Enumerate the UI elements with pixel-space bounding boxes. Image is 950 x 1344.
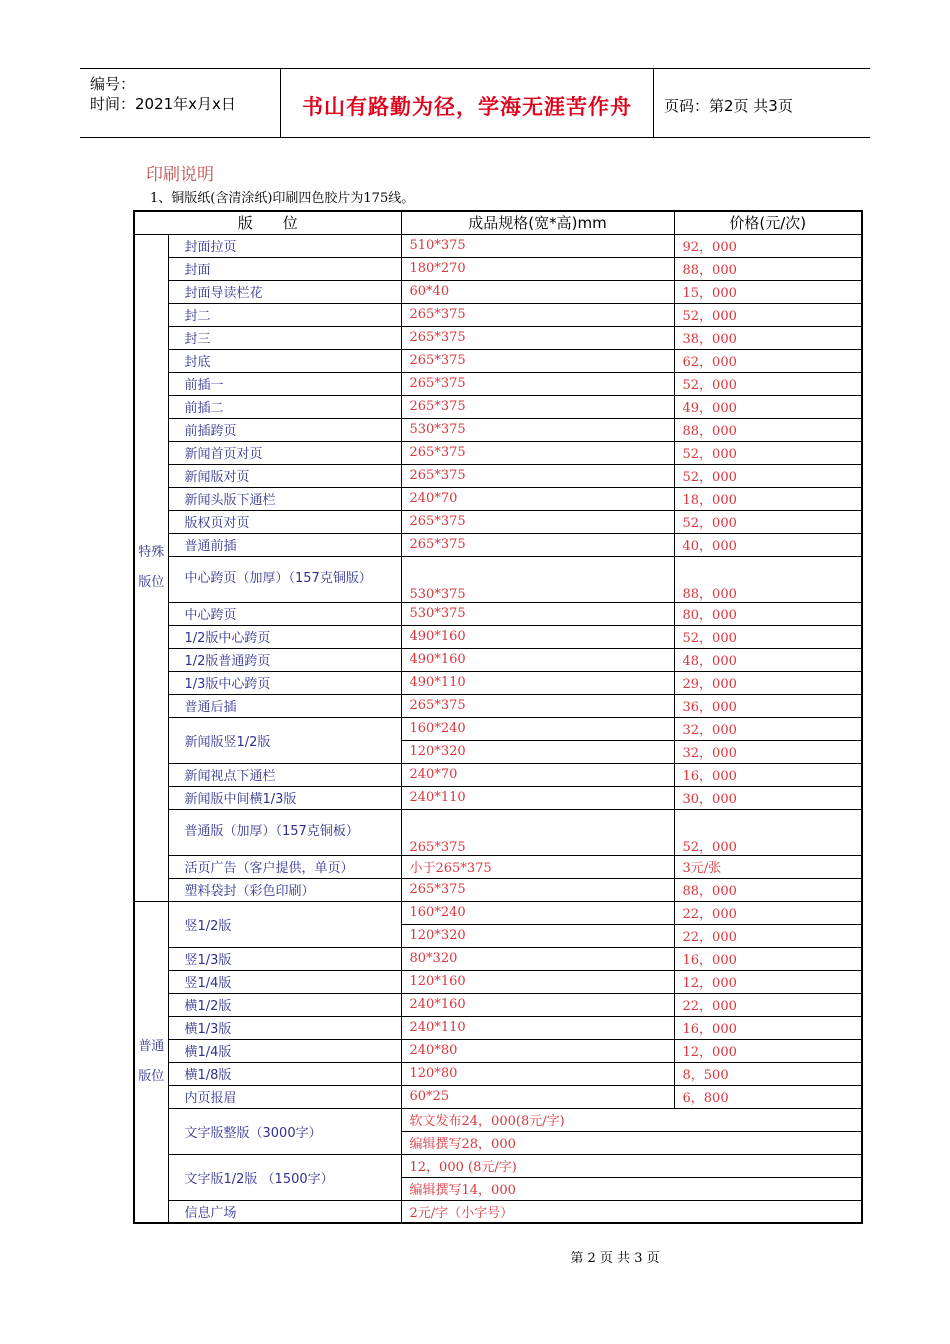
- table-row: [134, 234, 862, 257]
- table-row: [134, 1154, 862, 1177]
- header-motto: 书山有路勤为径，学海无涯苦作舟: [302, 95, 632, 119]
- row-price: 29，000: [674, 671, 862, 694]
- row-price: 32，000: [674, 740, 862, 763]
- table-header-row: [134, 211, 862, 234]
- row-size: 80*320: [401, 947, 674, 970]
- row-position-name: 横1/2版: [168, 993, 401, 1016]
- table-row: [134, 533, 862, 556]
- row-position-name: 前插一: [168, 372, 401, 395]
- table-row: [134, 763, 862, 786]
- row-price: 88，000: [674, 257, 862, 280]
- row-price: 6，800: [674, 1085, 862, 1108]
- row-price: 88，000: [674, 556, 862, 602]
- table-row: [134, 372, 862, 395]
- row-position-name: 封面拉页: [168, 234, 401, 257]
- row-price: 36，000: [674, 694, 862, 717]
- table-row: [134, 947, 862, 970]
- row-price: 8，500: [674, 1062, 862, 1085]
- row-size: 240*160: [401, 993, 674, 1016]
- category-normal: 普通版位: [134, 901, 168, 1223]
- row-position-name: 中心跨页（加厚）（157克铜版）: [168, 556, 401, 602]
- category-special: 特殊版位: [134, 234, 168, 901]
- table-row: [134, 1200, 862, 1223]
- row-price: 38，000: [674, 326, 862, 349]
- row-price: 52，000: [674, 464, 862, 487]
- row-size: 530*375: [401, 418, 674, 441]
- table-row: [134, 901, 862, 924]
- row-price: 62，000: [674, 349, 862, 372]
- table-row: [134, 993, 862, 1016]
- row-size: 510*375: [401, 234, 674, 257]
- row-size: 120*320: [401, 924, 674, 947]
- row-price: 88，000: [674, 418, 862, 441]
- row-size: 240*70: [401, 487, 674, 510]
- header-page-label: 页码：第2页 共3页: [664, 97, 793, 115]
- row-position-name: 前插跨页: [168, 418, 401, 441]
- row-price: 88，000: [674, 878, 862, 901]
- row-size: 240*110: [401, 786, 674, 809]
- row-position-name: 普通版（加厚）（157克铜板）: [168, 809, 401, 855]
- row-price: 30，000: [674, 786, 862, 809]
- row-position-name: 封面: [168, 257, 401, 280]
- row-size: 160*240: [401, 901, 674, 924]
- table-row: [134, 878, 862, 901]
- row-price-note: 编辑撰写28，000: [401, 1131, 862, 1154]
- row-price: 92，000: [674, 234, 862, 257]
- row-price: 16，000: [674, 763, 862, 786]
- row-position-name: 竖1/4版: [168, 970, 401, 993]
- row-position-name: 版权页对页: [168, 510, 401, 533]
- row-size: 60*25: [401, 1085, 674, 1108]
- row-position-name: 文字版整版（3000字）: [168, 1108, 401, 1154]
- row-size: 490*110: [401, 671, 674, 694]
- table-row: [134, 464, 862, 487]
- row-size: 265*375: [401, 533, 674, 556]
- row-position-name: 新闻版竖1/2版: [168, 717, 401, 763]
- table-row: [134, 418, 862, 441]
- row-position-name: 横1/8版: [168, 1062, 401, 1085]
- row-size: 240*80: [401, 1039, 674, 1062]
- table-row: [134, 1085, 862, 1108]
- row-size: 小于265*375: [401, 855, 674, 878]
- table-row: [134, 303, 862, 326]
- row-price-note: 2元/字（小字号）: [401, 1200, 862, 1223]
- row-price: 16，000: [674, 947, 862, 970]
- table-row: [134, 556, 862, 602]
- row-position-name: 塑料袋封（彩色印刷）: [168, 878, 401, 901]
- row-position-name: 新闻版中间横1/3版: [168, 786, 401, 809]
- table-row: [134, 441, 862, 464]
- table-row: [134, 487, 862, 510]
- table-row: [134, 855, 862, 878]
- doc-number-label: 编号：: [90, 75, 136, 93]
- table-row: [134, 786, 862, 809]
- row-position-name: 新闻版对页: [168, 464, 401, 487]
- row-position-name: 新闻头版下通栏: [168, 487, 401, 510]
- row-position-name: 1/2版中心跨页: [168, 625, 401, 648]
- row-position-name: 新闻首页对页: [168, 441, 401, 464]
- row-price: 22，000: [674, 924, 862, 947]
- row-size: 160*240: [401, 717, 674, 740]
- row-size: 60*40: [401, 280, 674, 303]
- doc-date-label: 时间：2021年x月x日: [90, 95, 236, 113]
- page-footer: 第 2 页 共 3 页: [570, 1251, 660, 1266]
- row-position-name: 竖1/3版: [168, 947, 401, 970]
- row-price: 16，000: [674, 1016, 862, 1039]
- row-price: 52，000: [674, 510, 862, 533]
- header-meta-cell: [80, 69, 281, 137]
- row-position-name: 横1/3版: [168, 1016, 401, 1039]
- row-position-name: 1/3版中心跨页: [168, 671, 401, 694]
- row-price-note: 12，000 (8元/字): [401, 1154, 862, 1177]
- row-price: 12，000: [674, 970, 862, 993]
- table-row: [134, 625, 862, 648]
- row-price: 15，000: [674, 280, 862, 303]
- row-position-name: 封面导读栏花: [168, 280, 401, 303]
- row-position-name: 封底: [168, 349, 401, 372]
- table-row: [134, 694, 862, 717]
- row-price: 80，000: [674, 602, 862, 625]
- table-row: [134, 717, 862, 740]
- table-row: [134, 280, 862, 303]
- table-row: [134, 602, 862, 625]
- table-row: [134, 1039, 862, 1062]
- table-row: [134, 809, 862, 855]
- row-size: 265*375: [401, 809, 674, 855]
- row-price: 52，000: [674, 625, 862, 648]
- row-price: 52，000: [674, 809, 862, 855]
- table-row: [134, 257, 862, 280]
- table-row: [134, 1062, 862, 1085]
- table-row: [134, 671, 862, 694]
- row-size: 530*375: [401, 602, 674, 625]
- print-note: 1、铜版纸(含清涂纸)印刷四色胶片为175线。: [150, 191, 415, 206]
- col-header-position: 版 位: [134, 211, 401, 234]
- row-size: 265*375: [401, 878, 674, 901]
- row-price: 48，000: [674, 648, 862, 671]
- table-row: [134, 326, 862, 349]
- col-header-size: 成品规格(宽*高)mm: [401, 211, 674, 234]
- row-position-name: 封二: [168, 303, 401, 326]
- row-price-note: 编辑撰写14，000: [401, 1177, 862, 1200]
- row-size: 530*375: [401, 556, 674, 602]
- row-size: 240*110: [401, 1016, 674, 1039]
- table-row: [134, 1108, 862, 1131]
- row-size: 265*375: [401, 303, 674, 326]
- row-position-name: 中心跨页: [168, 602, 401, 625]
- table-row: [134, 970, 862, 993]
- row-price: 52，000: [674, 372, 862, 395]
- row-size: 265*375: [401, 694, 674, 717]
- row-price: 18，000: [674, 487, 862, 510]
- row-position-name: 封三: [168, 326, 401, 349]
- row-price: 49，000: [674, 395, 862, 418]
- row-position-name: 文字版1/2版 （1500字）: [168, 1154, 401, 1200]
- row-price: 32，000: [674, 717, 862, 740]
- table-row: [134, 510, 862, 533]
- row-size: 180*270: [401, 257, 674, 280]
- table-row: [134, 349, 862, 372]
- row-size: 265*375: [401, 464, 674, 487]
- row-position-name: 信息广场: [168, 1200, 401, 1223]
- row-size: 120*80: [401, 1062, 674, 1085]
- row-position-name: 普通后插: [168, 694, 401, 717]
- row-size: 265*375: [401, 441, 674, 464]
- row-position-name: 竖1/2版: [168, 901, 401, 947]
- row-size: 265*375: [401, 349, 674, 372]
- row-price: 52，000: [674, 303, 862, 326]
- row-position-name: 横1/4版: [168, 1039, 401, 1062]
- row-size: 490*160: [401, 648, 674, 671]
- header-motto-cell: [281, 69, 654, 137]
- row-price: 52，000: [674, 441, 862, 464]
- row-size: 120*160: [401, 970, 674, 993]
- row-position-name: 内页报眉: [168, 1085, 401, 1108]
- row-price: 40，000: [674, 533, 862, 556]
- row-position-name: 1/2版普通跨页: [168, 648, 401, 671]
- row-size: 240*70: [401, 763, 674, 786]
- row-size: 265*375: [401, 395, 674, 418]
- table-row: [134, 395, 862, 418]
- row-size: 265*375: [401, 372, 674, 395]
- row-size: 265*375: [401, 510, 674, 533]
- row-price: 22，000: [674, 901, 862, 924]
- header-page-cell: [654, 69, 870, 137]
- row-price: 3元/张: [674, 855, 862, 878]
- section-title: 印刷说明: [146, 165, 214, 185]
- table-row: [134, 1016, 862, 1039]
- col-header-price: 价格(元/次): [674, 211, 862, 234]
- row-position-name: 前插二: [168, 395, 401, 418]
- row-price: 22，000: [674, 993, 862, 1016]
- price-table: [133, 210, 863, 1224]
- row-position-name: 活页广告（客户提供，单页）: [168, 855, 401, 878]
- row-position-name: 新闻视点下通栏: [168, 763, 401, 786]
- row-size: 265*375: [401, 326, 674, 349]
- row-size: 490*160: [401, 625, 674, 648]
- page-header: [80, 68, 870, 138]
- table-row: [134, 648, 862, 671]
- row-position-name: 普通前插: [168, 533, 401, 556]
- row-price-note: 软文发布24，000(8元/字): [401, 1108, 862, 1131]
- row-size: 120*320: [401, 740, 674, 763]
- row-price: 12，000: [674, 1039, 862, 1062]
